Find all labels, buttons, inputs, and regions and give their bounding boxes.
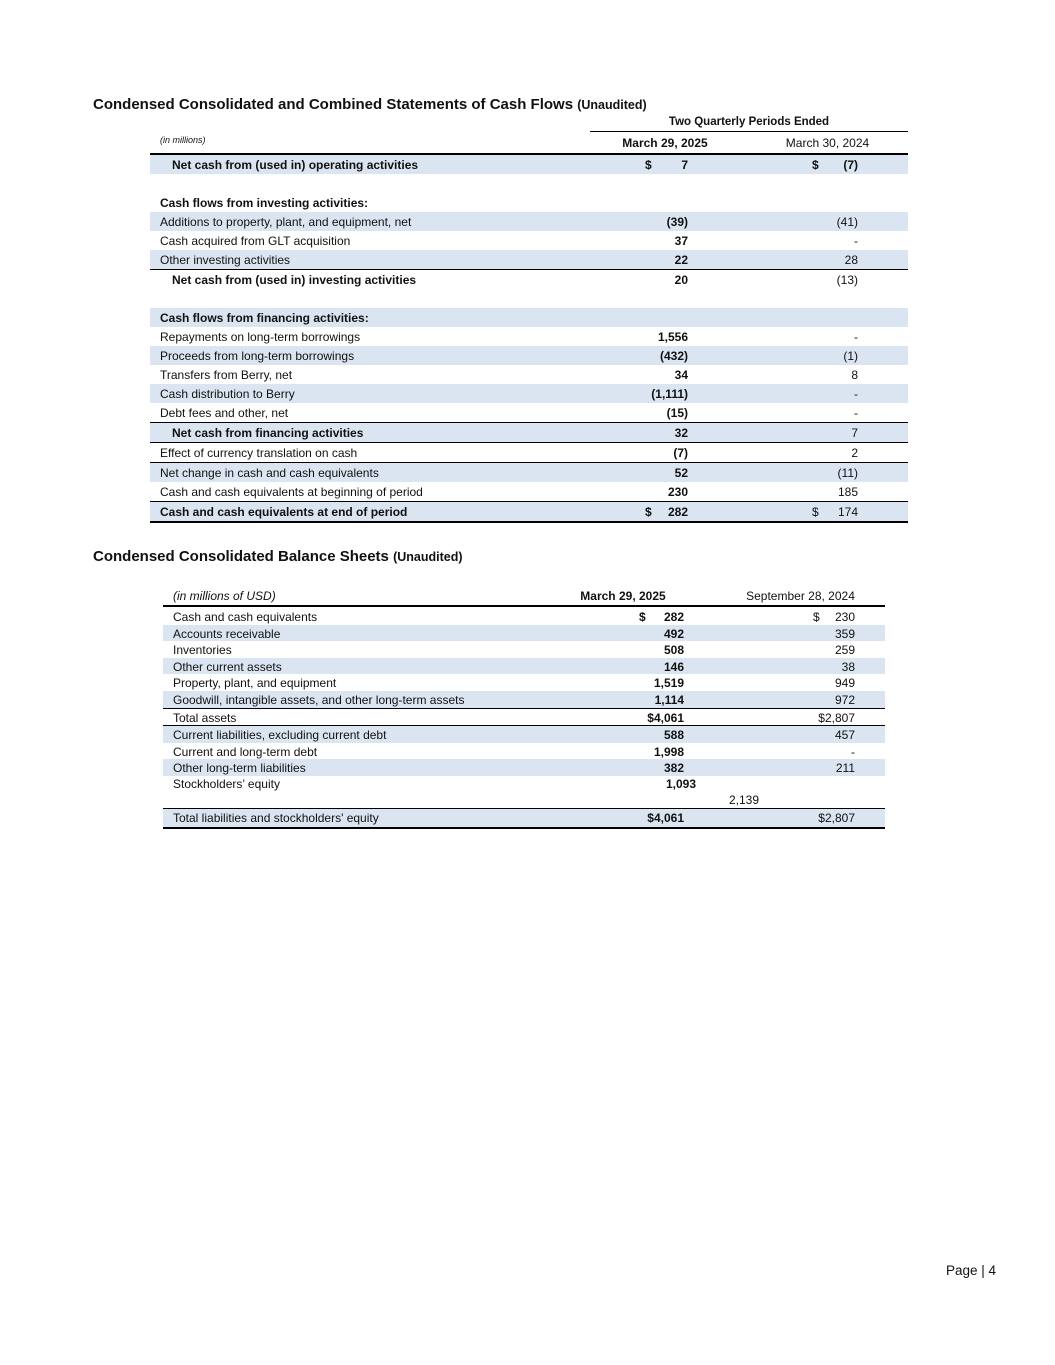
value-2025: 1,998 bbox=[653, 744, 684, 759]
currency-symbol: $ bbox=[813, 610, 820, 624]
value-2025: 146 bbox=[663, 659, 684, 674]
row-label: Cash and cash equivalents at end of period bbox=[160, 505, 408, 519]
value-2025: 1,556 bbox=[657, 330, 688, 344]
section-header bbox=[150, 193, 908, 212]
value-2025: 588 bbox=[663, 728, 684, 743]
value-2024: 359 bbox=[834, 626, 855, 641]
table-row bbox=[150, 250, 908, 270]
table-row bbox=[150, 443, 908, 463]
value-2024: 949 bbox=[834, 676, 855, 691]
row-label: Current and long-term debt bbox=[173, 744, 318, 759]
table-row bbox=[150, 346, 908, 365]
row-label: Current liabilities, excluding current debt bbox=[173, 728, 387, 743]
row-label: Net cash from (used in) investing activities bbox=[172, 273, 417, 287]
row-label: Other current assets bbox=[173, 659, 282, 674]
table-row bbox=[163, 776, 885, 808]
value-2024: 457 bbox=[834, 728, 855, 743]
value-2024: $2,807 bbox=[818, 710, 855, 725]
row-label: Proceeds from long-term borrowings bbox=[160, 349, 355, 363]
row-label: Total assets bbox=[173, 710, 237, 725]
row-label: Transfers from Berry, net bbox=[160, 368, 293, 382]
row-label: Stockholders’ equity bbox=[173, 776, 280, 791]
table-row bbox=[163, 709, 885, 727]
row-label: Cash and cash equivalents bbox=[173, 610, 318, 624]
balance-sheet-title bbox=[93, 548, 463, 565]
value-2024: 38 bbox=[841, 659, 855, 674]
value-2024: 230 bbox=[834, 610, 855, 624]
value-2025: 230 bbox=[667, 485, 688, 499]
value-2024: - bbox=[851, 744, 855, 759]
cash-flow-subtitle: (Unaudited) bbox=[577, 98, 647, 112]
table-row bbox=[150, 365, 908, 384]
cash-flow-title bbox=[93, 96, 647, 113]
units-label: (in millions) bbox=[160, 135, 206, 145]
section-header bbox=[150, 308, 908, 327]
value-2024: 8 bbox=[851, 368, 858, 382]
row-label: Cash acquired from GLT acquisition bbox=[160, 234, 351, 248]
row-label: Inventories bbox=[173, 643, 232, 658]
value-2025: 508 bbox=[663, 643, 684, 658]
value-2024: (13) bbox=[836, 273, 858, 287]
value-2025: 1,114 bbox=[654, 692, 684, 707]
total-row bbox=[163, 808, 885, 829]
value-2024: 972 bbox=[834, 692, 855, 707]
value-2025: 282 bbox=[667, 505, 688, 519]
row-label: Property, plant, and equipment bbox=[173, 676, 337, 691]
row-label: Cash flows from investing activities: bbox=[160, 196, 369, 210]
balance-sheet-table bbox=[163, 608, 885, 829]
row-label: Goodwill, intangible assets, and other long-term assets bbox=[173, 692, 465, 707]
value-2024: (1) bbox=[843, 349, 858, 363]
row-label: Total liabilities and stockholders' equity bbox=[173, 810, 379, 825]
row-label: Net change in cash and cash equivalents bbox=[160, 466, 379, 480]
table-row bbox=[163, 726, 885, 743]
column-2024: September 28, 2024 bbox=[746, 589, 855, 603]
value-2025: 1,519 bbox=[653, 676, 684, 691]
value-2025: 382 bbox=[663, 761, 684, 776]
column-2024: March 30, 2024 bbox=[785, 136, 870, 150]
value-2025: (39) bbox=[666, 215, 688, 229]
table-row bbox=[150, 403, 908, 423]
row-label: Cash flows from financing activities: bbox=[160, 311, 369, 325]
value-2024: 259 bbox=[834, 643, 855, 658]
value-2025: (15) bbox=[666, 406, 688, 420]
value-2025: $4,061 bbox=[647, 810, 684, 825]
currency-symbol: $ bbox=[812, 505, 819, 519]
value-2024: 185 bbox=[837, 485, 858, 499]
value-2024: (41) bbox=[836, 215, 858, 229]
spacer-row bbox=[150, 174, 908, 193]
value-2025: 34 bbox=[674, 368, 688, 382]
cash-flow-title-text: Condensed Consolidated and Combined Statements of Cash Flows bbox=[93, 96, 574, 113]
row-label: Repayments on long-term borrowings bbox=[160, 330, 361, 344]
balance-sheet-title-text: Condensed Consolidated Balance Sheets bbox=[93, 548, 389, 565]
value-2024: 211 bbox=[835, 761, 855, 776]
value-2024: 2,139 bbox=[729, 792, 760, 807]
cash-flow-table bbox=[150, 153, 908, 523]
value-2024: - bbox=[854, 387, 858, 401]
total-row bbox=[150, 502, 908, 523]
table-row bbox=[163, 641, 885, 658]
value-2025: (1,111) bbox=[651, 387, 688, 401]
currency-symbol: $ bbox=[645, 158, 652, 172]
table-row bbox=[150, 155, 908, 174]
value-2025: (7) bbox=[673, 446, 688, 460]
row-label: Cash distribution to Berry bbox=[160, 387, 295, 401]
page-number: Page | 4 bbox=[946, 1263, 997, 1278]
column-2025: March 29, 2025 bbox=[622, 136, 708, 150]
period-header: Two Quarterly Periods Ended bbox=[590, 116, 908, 132]
currency-symbol: $ bbox=[812, 158, 819, 172]
value-2025: 22 bbox=[674, 253, 688, 267]
row-label: Additions to property, plant, and equipment, net bbox=[160, 215, 412, 229]
value-2024: 28 bbox=[844, 253, 858, 267]
value-2025: 32 bbox=[674, 426, 688, 440]
table-row bbox=[163, 674, 885, 691]
row-label: Effect of currency translation on cash bbox=[160, 446, 358, 460]
value-2025: $4,061 bbox=[647, 710, 684, 725]
value-2024: (7) bbox=[843, 158, 858, 172]
column-2025: March 29, 2025 bbox=[580, 589, 666, 603]
table-row bbox=[150, 384, 908, 403]
value-2025: 20 bbox=[674, 273, 688, 287]
value-2024: (11) bbox=[837, 466, 858, 480]
row-label: Accounts receivable bbox=[173, 626, 281, 641]
value-2024: - bbox=[854, 406, 858, 420]
table-row bbox=[163, 743, 885, 760]
value-2025: 52 bbox=[674, 466, 688, 480]
row-label: Debt fees and other, net bbox=[160, 406, 289, 420]
table-row bbox=[163, 691, 885, 709]
table-row bbox=[163, 608, 885, 625]
value-2025: 1,093 bbox=[666, 776, 697, 791]
table-row bbox=[150, 463, 908, 482]
row-label: Cash and cash equivalents at beginning of period bbox=[160, 485, 423, 499]
value-2024: 2 bbox=[851, 446, 858, 460]
row-label: Net cash from (used in) operating activities bbox=[172, 158, 419, 172]
value-2024: $2,807 bbox=[818, 810, 855, 825]
currency-symbol: $ bbox=[645, 505, 652, 519]
balance-sheet-column-header bbox=[163, 587, 885, 607]
table-row bbox=[163, 625, 885, 642]
currency-symbol: $ bbox=[639, 610, 646, 624]
value-2024: 174 bbox=[837, 505, 858, 519]
table-row bbox=[150, 482, 908, 502]
table-row bbox=[150, 327, 908, 346]
value-2024: 7 bbox=[851, 426, 858, 440]
row-label: Net cash from financing activities bbox=[172, 426, 364, 440]
table-row bbox=[163, 658, 885, 675]
value-2024: - bbox=[854, 234, 858, 248]
table-row bbox=[150, 231, 908, 250]
value-2025: 282 bbox=[663, 610, 684, 624]
value-2025: 37 bbox=[674, 234, 688, 248]
balance-sheet-subtitle: (Unaudited) bbox=[393, 550, 463, 564]
units-label: (in millions of USD) bbox=[173, 589, 276, 603]
table-row bbox=[163, 759, 885, 776]
table-row bbox=[150, 212, 908, 231]
value-2025: (432) bbox=[659, 349, 688, 363]
cash-flow-column-header bbox=[150, 134, 908, 153]
table-row bbox=[150, 270, 908, 289]
spacer-row bbox=[150, 289, 908, 308]
table-row bbox=[150, 423, 908, 443]
row-label: Other investing activities bbox=[160, 253, 291, 267]
value-2025: 7 bbox=[681, 158, 688, 172]
value-2024: - bbox=[854, 330, 858, 344]
value-2025: 492 bbox=[663, 626, 684, 641]
row-label: Other long-term liabilities bbox=[173, 761, 306, 776]
